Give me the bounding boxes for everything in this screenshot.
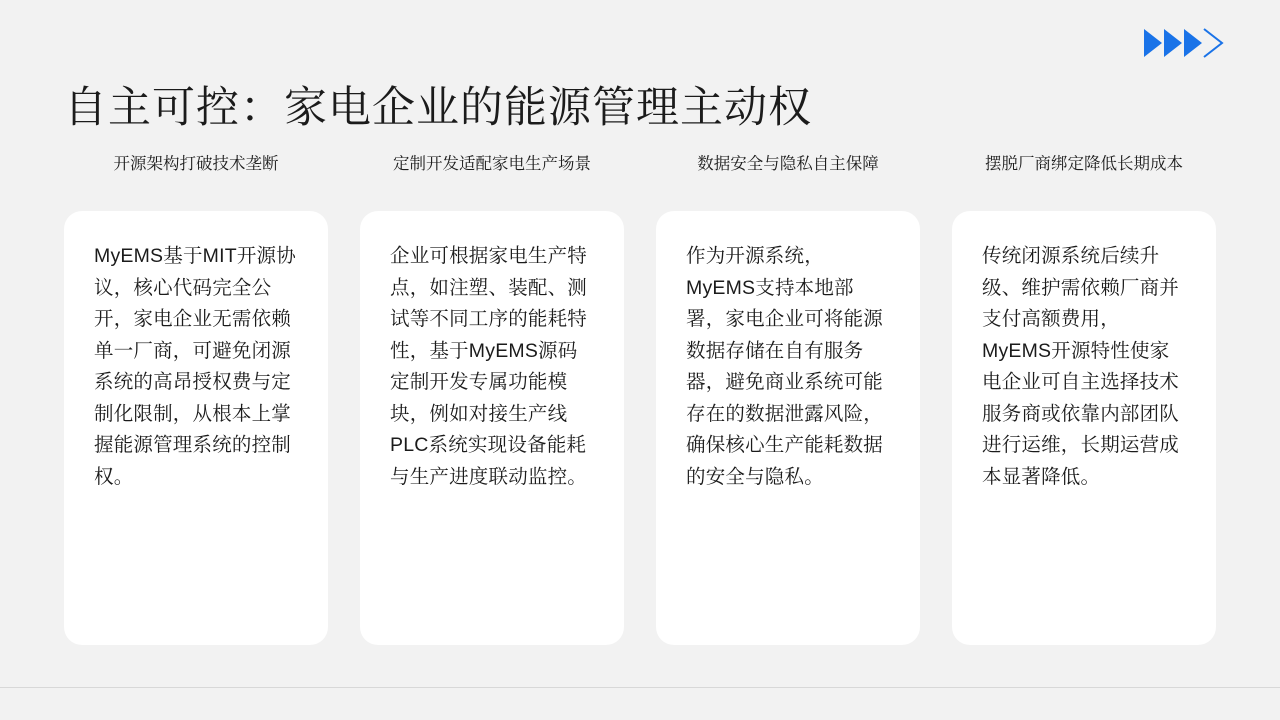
column-group <box>64 150 1216 645</box>
card-body-text: 传统闭源系统后续升级、维护需依赖厂商并支付高额费用，MyEMS开源特性使家电企业可自主选择技术服务商或依靠内部团队进行运维，长期运营成本显著降低。 <box>982 245 1180 489</box>
column-heading: 数据安全与隐私自主保障 <box>697 155 879 173</box>
content-card <box>360 211 624 645</box>
column-heading: 摆脱厂商绑定降低长期成本 <box>985 155 1183 173</box>
footer-divider <box>0 687 1280 688</box>
content-card <box>952 211 1216 645</box>
column-2 <box>360 150 624 645</box>
card-body-text: 作为开源系统，MyEMS支持本地部署，家电企业可将能源数据存储在自有服务器，避免商业系统可能存在的数据泄露风险，确保核心生产能耗数据的安全与隐私。 <box>686 245 884 489</box>
content-card <box>656 211 920 645</box>
card-body-text: 企业可根据家电生产特点，如注塑、装配、测试等不同工序的能耗特性，基于MyEMS源码定制开发专属功能模块，例如对接生产线PLC系统实现设备能耗与生产进度联动监控。 <box>390 245 588 489</box>
column-3 <box>656 150 920 645</box>
column-1 <box>64 150 328 645</box>
column-4 <box>952 150 1216 645</box>
page-title: 自主可控：家电企业的能源管理主动权 <box>64 83 812 132</box>
double-chevron-right-icon <box>1142 26 1234 60</box>
column-heading: 开源架构打破技术垄断 <box>113 155 279 173</box>
card-body-text: MyEMS基于MIT开源协议，核心代码完全公开，家电企业无需依赖单一厂商，可避免闭源系统的高昂授权费与定制化限制，从根本上掌握能源管理系统的控制权。 <box>94 245 296 489</box>
column-heading: 定制开发适配家电生产场景 <box>393 155 591 173</box>
content-card <box>64 211 328 645</box>
